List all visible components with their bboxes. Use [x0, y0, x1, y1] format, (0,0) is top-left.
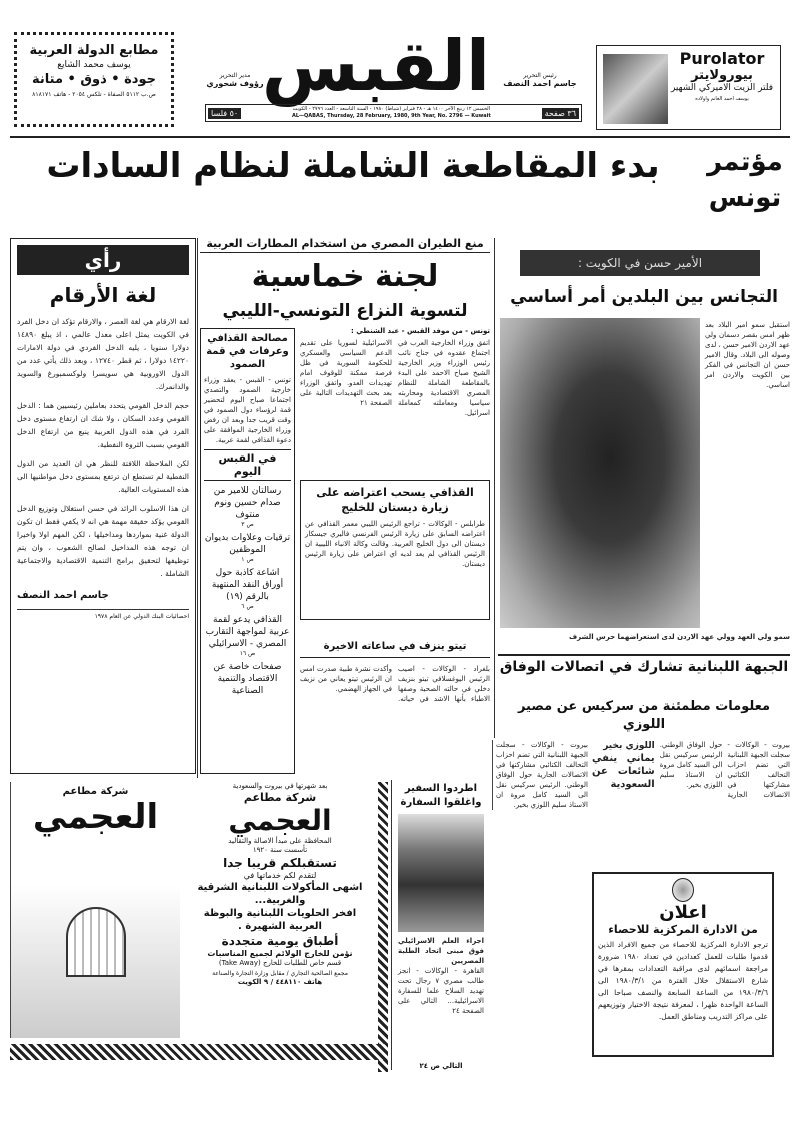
- ad-line: تستقبلكم قريبا جدا: [223, 856, 337, 870]
- notice-title: اعلان: [659, 902, 707, 923]
- ad-printing-press: [14, 32, 174, 127]
- footnote: احصائيات البنك الدولي عن العام ١٩٧٨: [17, 609, 189, 620]
- ad-ajami-2: [182, 782, 378, 987]
- notice-subtitle: من الادارة المركزية للاحصاء: [608, 923, 758, 936]
- body: طرابلس - الوكالات - تراجع الرئيس الليبي معمر القذافي عن اعتراضه السابق على زيارة الرئيس الفرنسي فاليري جيسكار ديستان الى دول الخليج العربية. وقالت وكالة الانباء الليبية ان الرئيس القذافي لم يعد لديه اي اعتراض على زيارة الرئيس ديستان.: [305, 520, 485, 568]
- ad-line: قسم خاص للطلبات للخارج (Take Away): [218, 959, 342, 967]
- column-divider: [197, 238, 198, 778]
- column-divider: [494, 238, 495, 738]
- emblem-icon: [672, 878, 694, 902]
- embassy-body: القاهرة - الوكالات - انجز طالب مصري ٧ رجال تحت تهديد السلاح علما للسفارة الاسرائيلية... التالي على الصفحة ٢٤: [398, 967, 484, 1015]
- ad-line: اشهى المأكولات اللبنانية الشرقية والغربية...: [197, 882, 363, 906]
- ad-line: نؤمن للخارج الولائم لجميع المناسبات: [207, 949, 353, 958]
- embassy-more: التالي ص ٢٤: [419, 1062, 463, 1070]
- name: رؤوف شحوري: [206, 79, 264, 88]
- right-banner: الأمير حسن في الكويت :: [520, 250, 760, 276]
- headline-kicker: مؤتمر تونس: [707, 147, 783, 213]
- dateline: [245, 106, 537, 120]
- center-kicker: منع الطيران المصري من استخدام المطارات العربية: [200, 236, 490, 253]
- ad-line: مطابع الدولة العربية: [29, 43, 159, 58]
- today-item[interactable]: [204, 614, 291, 658]
- item-page: ص ١٦: [239, 650, 256, 657]
- ad-line: يوسف محمد الشايع: [57, 60, 131, 70]
- label: رئيس التحرير: [523, 72, 557, 79]
- embassy-photo: [398, 814, 484, 932]
- side-body: تونس - القبس - يعقد وزراء خارجية الصمود والتصدي اجتماعا صباح اليوم لتحضير قمة لرؤساء دول الصمود في وقت قريب جدا وبعد ان رفض وزراء الخارجية الموافقة على دعوة القذافي لقمة عربية.: [204, 376, 291, 444]
- header-rule: [10, 136, 790, 138]
- ad-contact: ص.ب ٥١١٢ الصفاة - تلكس ٢٠٥٤ - هاتف ٨١٨١٧١: [32, 91, 156, 98]
- gaddafi-story-box: [300, 480, 490, 620]
- embassy-headline: اطردوا السفير واغلقوا السفارة: [400, 783, 482, 808]
- dateline-en: AL—QABAS, Thursday, 28 February, 1980, 9th Year, No. 2796 — Kuwait: [291, 113, 491, 119]
- embassy-caption: اجراء العلم الاسرائيلي فوق مبنى اتحاد الطلبة المصريين: [398, 937, 484, 965]
- ad-line: لتقدم لكم خدماتها في: [243, 871, 317, 880]
- paragraph: ان هذا الاسلوب الرائد في حسن استغلال وتوزيع الدخل القومي يؤكد حقيقة مهمة هي انه لا يكفي فقط ان تكون الدولة غنية بمواردها ومداخيلها ، لكن المهم اولا واخيرا ان توجه هذه المداخيل لصالح الشعوب ، وان يتم توظيفها لتحقيق برامج التنمية الاقتصادية والاجتماعية الشاملة .: [17, 504, 189, 578]
- opinion-title: لغة الأرقام: [49, 283, 157, 307]
- ad-big: العجمي: [228, 804, 332, 837]
- brand: Purolator: [679, 49, 765, 68]
- headline: زيارة ديستان للخليج: [341, 501, 449, 514]
- name: جاسم احمد النصف: [503, 79, 577, 88]
- side-headline: مصالحة القذافي وعرفات في قمة الصمود: [206, 333, 289, 370]
- paragraph: لغة الارقام هي لغة العصر ، والارقام تؤكد ان دخل الفرد في الكويت يمثل اعلى معدل عالمي ، اذ يبلغ ١٤٨٩٠ دولارا سنويا ، يليه الدخل الفردي في دولة الامارات ١٤٢٢٠ دولارا ، ثم قطر ١٢٧٤٠ ، وبعد ذلك يأتي عدد من الدول الاوروبية هي سويسرا ولوكسمبورغ والسويد والدانمرك.: [17, 317, 189, 391]
- ad-line: شركة مطاعم: [243, 791, 317, 804]
- editor-in-chief: [500, 72, 580, 88]
- today-item[interactable]: [204, 567, 291, 611]
- ad-line: تأسست سنة ١٩٢٠: [252, 846, 308, 854]
- paragraph: حجم الدخل القومي يتحدد بعاملين رئيسيين هما : الدخل القومي وعدد السكان ، ولا شك ان ارتفاع مستوى دخل الفرد في هذه الدول العربية ينبع من ارتفاع الدخل القومي بسبب الثروة النفطية.: [17, 401, 189, 449]
- ad-purolator: [596, 45, 781, 130]
- subhead: اللوزي بخير: [603, 741, 655, 751]
- photo-caption: سمو ولي العهد وولي عهد الاردن لدى استعراضهما حرس الشرف: [568, 633, 790, 641]
- ad-line: جودة • ذوق • متانة: [32, 72, 156, 87]
- item-page: ص ١: [241, 556, 254, 563]
- center-body: [300, 338, 490, 418]
- opinion-column: [10, 238, 196, 774]
- ad-border-right: [378, 782, 388, 1072]
- notice-body: ترجو الادارة المركزية للاحصاء من جميع الافراد الذين قدموا طلبات للعمل كعدادين في تعداد ١٩٨٠ ضرورة مراجعة اسمائهم لدى مراقبة التعدادات بمقرها في شارع الاستقلال خلال الفترة من ١٩٨٠/٣/١ الى ١٩٨٠/٣/٦ من الساعة السابعة والنصف صباحا الى الساعة الواحدة ظهرا ، لمعرفة نتيجة الاختيار وتوزيعهم على مراكز التدريب ومناطق العمل.: [598, 940, 768, 1021]
- side-column: [200, 328, 295, 774]
- item-page: ص ٣: [241, 521, 254, 528]
- item-title: صفحات خاصة عن الاقتصاد والتنمية الصناعية: [213, 662, 282, 696]
- headline: القذافي يسحب اعتراضه على: [316, 486, 474, 499]
- main-headline: بدء المقاطعة الشاملة لنظام السادات: [46, 146, 660, 186]
- tito-headline: تيتو ينزف في ساعاته الاخيرة: [300, 640, 490, 658]
- tito-body: بلغراد - الوكالات - اصيب الرئيس اليوغسلافي تيتو بنزيف دخلي في حالته الصحية وصفها الاطباء بأنها الاشد في حياته. وأكدت نشرة طبية صدرت امس ان الرئيس تيتو يعاني من نزيف في الجهاز الهضمي.: [300, 665, 490, 703]
- masthead-logo: القبس: [261, 25, 490, 107]
- item-page: ص ٦: [241, 603, 254, 610]
- ad-big: العجمي: [32, 797, 159, 837]
- lebanon-headline: الجبهة اللبنانية تشارك في اتصالات الوفاق: [499, 659, 789, 675]
- center-title-1: لجنة خماسية: [251, 259, 439, 294]
- label: مدير التحرير: [219, 72, 251, 79]
- ad-line: المحافظة على مبدأ الاصالة والتقاليد: [228, 837, 332, 845]
- right-headline: التجانس بين البلدين أمر أساسي: [510, 287, 778, 307]
- ad-line: افخر الحلويات اللبنانية والبوظة العربية الشهيرة .: [203, 908, 357, 932]
- dateline-ar: الخميس ١٢ ربيع الآخر ١٤٠٠ هـ - ٢٨ فبراير (شباط) ١٩٨٠ - السنة التاسعة - العدد ٢٧٩٦ - الكويت: [292, 106, 491, 112]
- arch-illustration: [66, 907, 126, 977]
- today-item[interactable]: [204, 485, 291, 529]
- ad-phone: هاتف ٤٤٨١١٠ / ٩ الكويت: [237, 978, 323, 986]
- paragraph: الاسرائيلية لسوريا على تقديم الدعم السياسي والعسكري للحكومة السورية في ظل فرصة ممكنة للوقوف امام تهديدات العدو. واتفق الوزراء بعد بحث التهديدات التالية على الصفحة ٢١: [300, 339, 392, 407]
- item-title: اشاعة كاذبة حول أوراق النقد المنتهية بالرقم (١٩): [211, 568, 284, 602]
- ad-line: بعد شهرتها في بيروت والسعودية: [232, 782, 328, 790]
- ad-small: شركة مطاعم: [62, 786, 129, 797]
- today-item[interactable]: [204, 661, 291, 697]
- column-divider: [391, 780, 392, 1070]
- lebanon-subheadline: معلومات مطمئنة من سركيس عن مصير اللوزي: [517, 699, 771, 732]
- news-photo: [500, 318, 700, 628]
- lebanon-body: [592, 740, 790, 800]
- divider: [498, 654, 790, 656]
- byline: تونس - من موفد القبس - عبد الشنطي :: [350, 327, 490, 335]
- ad-line: أطباق يومية متجددة: [221, 934, 339, 948]
- item-title: رسالتان للامير من صدام حسين ونوم منتوف: [213, 486, 282, 520]
- managing-editor: [195, 72, 275, 88]
- paragraph: اتفق وزراء الخارجية العرب في اجتماع عقدوه في جناح نائب رئيس الوزراء وزير الخارجية الشيخ صباح الاحمد على البدء بالمقاطعة الشاملة للنظام المصري الاقتصادية ومحاربته سياسيا ومعاملته كمعاملة اسرائيل.: [398, 339, 490, 417]
- today-label: في القبس اليوم: [204, 449, 291, 481]
- tagline: فلتر الزيت الاميركي الشهير: [670, 83, 774, 93]
- dealer: يوسف احمد الغانم واولاده: [695, 96, 749, 102]
- dateline-bar: [205, 104, 582, 122]
- ad-line: مجمع الصالحية التجاري / مقابل وزارة التجارة والصناعة: [212, 970, 348, 977]
- body: بيروت - الوكالات - سجلت الجبهة اللبنانية التي تضم احزاب التحالف الكتائبي مشاركتها في الاتصالات الجارية حول الوفاق الوطني. الرئيس سركيس نقل الى السيد كامل مروة ان الاستاذ سليم اللوزي بخير.: [496, 741, 588, 809]
- brand-ar: بيورولايتر: [691, 68, 753, 83]
- center-title-2: لتسوية النزاع التونسي-الليبي: [222, 301, 468, 321]
- opinion-label: رأي: [17, 245, 189, 275]
- statistics-notice: [592, 872, 774, 1057]
- right-body: استقبل سمو امير البلاد بعد ظهر امس بقصر دسمان ولي عهد الاردن الامير حسن ، لدى وصوله الى البلاد. وقال الامير حسن ان التجانس في الفكر بين الكويت والاردن امر اساسي.: [705, 321, 790, 389]
- price: ٥٠ فلسا: [208, 108, 241, 119]
- author: جاسم احمد النصف: [17, 590, 109, 601]
- pages-count: ٣٦ صفحة: [542, 108, 579, 119]
- today-item[interactable]: [204, 532, 291, 564]
- paragraph: لكن الملاحظة اللافتة للنظر هي ان العديد من الدول النفطية لم تستطع ان ترتفع بمستوى دخل مواطنيها الى هذه المستويات العالية.: [17, 459, 189, 494]
- body: بيروت - الوكالات - سجلت الجبهة اللبنانية التي تضم احزاب التحالف الكتائبي مشاركتها في الاتصالات الجارية حول الوفاق الوطني. الرئيس سركيس نقل الى السيد كامل مروة ان الاستاذ سليم اللوزي بخير.: [659, 741, 790, 799]
- item-title: ترقيات وعلاوات بديوان الموظفين: [204, 533, 291, 555]
- middle-lower-body: [492, 740, 588, 810]
- ad-border-bottom: [10, 1044, 388, 1060]
- item-title: القذافي يدعو لقمة عربية لمواجهة التقارب المصري - الاسرائيلي: [205, 615, 290, 649]
- product-box-image: [603, 54, 668, 124]
- ad-ajami-1: [10, 782, 180, 1038]
- saudi-headline: يماني ينفي شائعات عن السعودية: [592, 753, 655, 790]
